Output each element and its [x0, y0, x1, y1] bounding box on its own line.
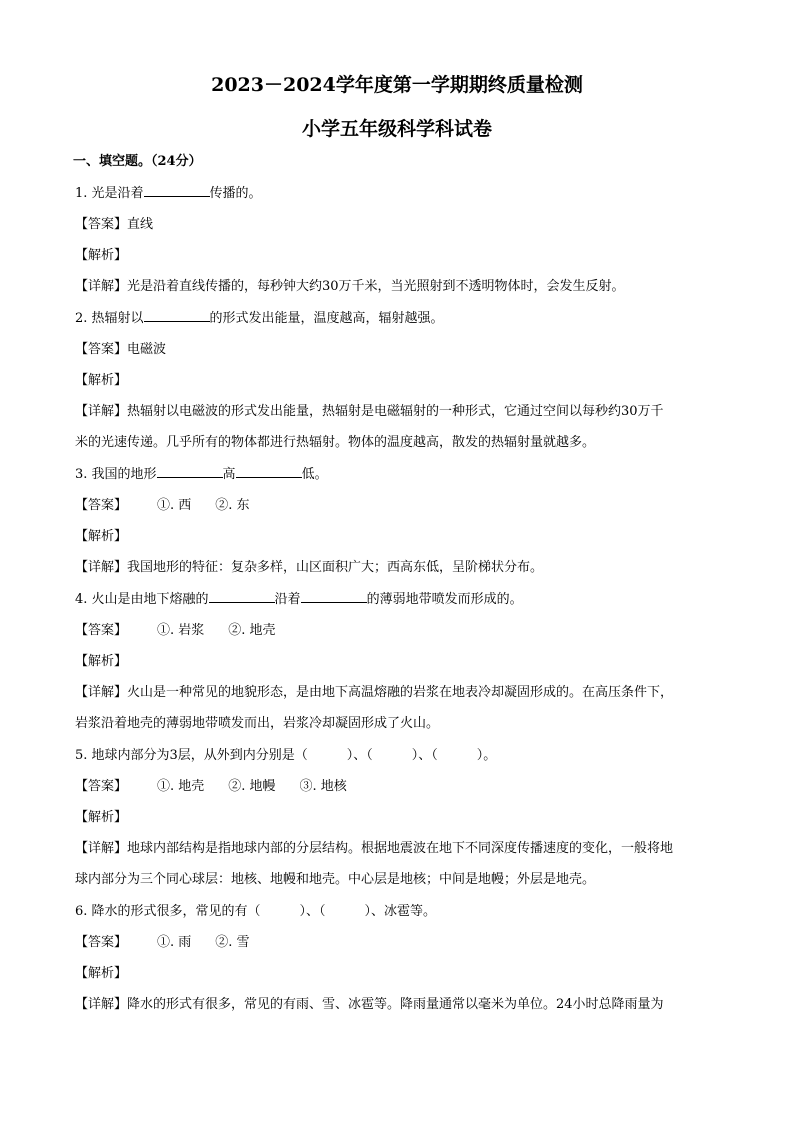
exam-title: 2023－2024学年度第一学期期终质量检测 — [211, 74, 583, 96]
detail-label: 【详解】 — [75, 685, 128, 700]
answer-text: ②. 东 — [215, 498, 250, 513]
answer-text: ②. 地幔 — [228, 779, 276, 794]
answer-label: 【答案】 — [75, 217, 128, 232]
answer-blank — [236, 465, 302, 478]
question-text: 传播的。 — [209, 186, 262, 201]
detail-text-continued: 球内部分为三个同心球层：地核、地幔和地壳。中心层是地核；中间是地幔；外层是地壳。 — [75, 872, 596, 887]
answer-text: 电磁波 — [127, 342, 167, 357]
answer-text: ②. 地壳 — [228, 623, 276, 638]
question-text: 低。 — [301, 467, 328, 482]
question-text: 高 — [222, 467, 236, 482]
question-4 — [75, 588, 523, 607]
analysis-label-4: 【解析】 — [75, 654, 128, 669]
answer-blank — [157, 465, 223, 478]
answer-row-4 — [75, 619, 276, 638]
detail-text: 降水的形式有很多，常见的有雨、雪、冰雹等。降雨量通常以毫米为单位。24小时总降雨量为 — [127, 997, 664, 1012]
detail-text: 光是沿着直线传播的，每秒钟大约30万千米，当光照射到不透明物体时，会发生反射。 — [127, 279, 625, 294]
answer-text: ①. 岩浆 — [157, 623, 205, 638]
detail-row-5 — [75, 837, 673, 856]
answer-blank — [301, 590, 367, 603]
detail-row-4 — [75, 681, 673, 700]
detail-label: 【详解】 — [75, 279, 128, 294]
question-text: 3. 我国的地形 — [75, 467, 157, 482]
answer-text: ①. 西 — [157, 498, 192, 513]
detail-text: 地球内部结构是指地球内部的分层结构。根据地震波在地下不同深度传播速度的变化，一般将地 — [127, 841, 674, 856]
answer-row-2 — [75, 338, 166, 357]
answer-label: 【答案】 — [75, 935, 128, 950]
answer-row-1 — [75, 213, 153, 232]
answer-blank — [209, 590, 275, 603]
detail-text-continued: 岩浆沿着地壳的薄弱地带喷发而出，岩浆冷却凝固形成了火山。 — [75, 716, 440, 731]
question-text: 的薄弱地带喷发而形成的。 — [366, 592, 523, 607]
section-heading: 一、填空题。（24分） — [73, 154, 202, 169]
detail-row-3 — [75, 556, 543, 575]
question-5: 5. 地球内部分为3层，从外到内分别是（ ）、（ ）、（ ）。 — [75, 748, 497, 763]
question-2 — [75, 307, 444, 326]
detail-text: 热辐射以电磁波的形式发出能量，热辐射是电磁辐射的一种形式，它通过空间以每秒约30万千 — [127, 404, 664, 419]
detail-row-6 — [75, 993, 664, 1012]
answer-text: ①. 雨 — [157, 935, 192, 950]
answer-row-6 — [75, 931, 250, 950]
detail-text: 我国地形的特征：复杂多样，山区面积广大；西高东低，呈阶梯状分布。 — [127, 560, 544, 575]
answer-label: 【答案】 — [75, 623, 128, 638]
answer-text: 直线 — [127, 217, 154, 232]
question-6: 6. 降水的形式很多，常见的有（ ）、（ ）、冰雹等。 — [75, 904, 437, 919]
answer-row-5 — [75, 775, 347, 794]
question-text: 4. 火山是由地下熔融的 — [75, 592, 209, 607]
answer-blank — [144, 184, 210, 197]
analysis-label-1: 【解析】 — [75, 248, 128, 263]
question-text: 的形式发出能量，温度越高，辐射越强。 — [209, 311, 444, 326]
question-1 — [75, 182, 262, 201]
answer-label: 【答案】 — [75, 498, 128, 513]
answer-row-3 — [75, 494, 250, 513]
answer-label: 【答案】 — [75, 779, 128, 794]
exam-subtitle: 小学五年级科学科试卷 — [301, 118, 492, 140]
answer-label: 【答案】 — [75, 342, 128, 357]
answer-text: ①. 地壳 — [157, 779, 205, 794]
analysis-label-6: 【解析】 — [75, 966, 128, 981]
detail-row-2 — [75, 400, 664, 419]
question-text: 沿着 — [274, 592, 301, 607]
detail-row-1 — [75, 275, 625, 294]
answer-blank — [144, 309, 210, 322]
analysis-label-2: 【解析】 — [75, 373, 128, 388]
question-text: 2. 热辐射以 — [75, 311, 144, 326]
detail-text-continued: 米的光速传递。几乎所有的物体都进行热辐射。物体的温度越高，散发的热辐射量就越多。 — [75, 435, 596, 450]
analysis-label-5: 【解析】 — [75, 810, 128, 825]
detail-label: 【详解】 — [75, 997, 128, 1012]
answer-text: ③. 地核 — [299, 779, 347, 794]
detail-label: 【详解】 — [75, 560, 128, 575]
detail-label: 【详解】 — [75, 404, 128, 419]
question-3 — [75, 463, 328, 482]
analysis-label-3: 【解析】 — [75, 529, 128, 544]
question-text: 1. 光是沿着 — [75, 186, 144, 201]
detail-text: 火山是一种常见的地貌形态，是由地下高温熔融的岩浆在地表冷却凝固形成的。在高压条件下， — [127, 685, 674, 700]
answer-text: ②. 雪 — [215, 935, 250, 950]
detail-label: 【详解】 — [75, 841, 128, 856]
